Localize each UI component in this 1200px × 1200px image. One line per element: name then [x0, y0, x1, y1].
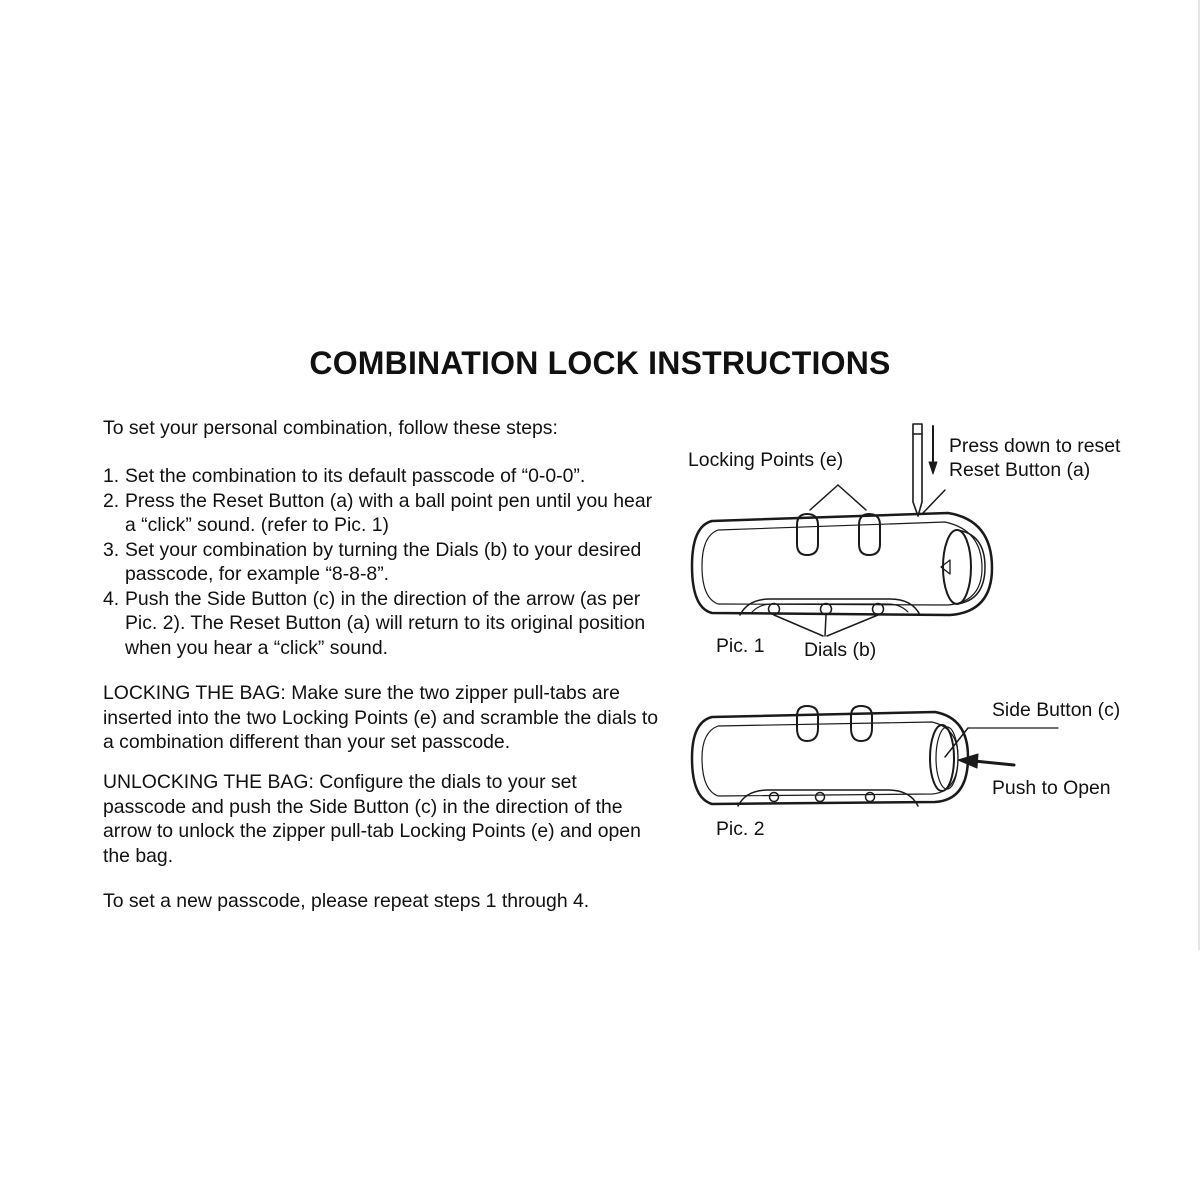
label-pic-2: Pic. 2 [716, 818, 765, 840]
lock-pic-2 [692, 706, 968, 806]
page-title: COMBINATION LOCK INSTRUCTIONS [309, 345, 891, 382]
lock-pic-1 [692, 485, 992, 636]
step-number: 2. [103, 489, 120, 512]
step-number: 4. [103, 587, 120, 610]
label-push-to-open: Push to Open [992, 777, 1111, 799]
step-text: Press the Reset Button (a) with a ball point pen until you hear a “click” sound. (refer to Pic. 1) [125, 489, 653, 536]
repeat-steps-text: To set a new passcode, please repeat steps 1 through 4. [103, 890, 590, 912]
step-item [103, 538, 663, 587]
steps-list [103, 464, 663, 660]
label-press-down: Press down to reset [949, 435, 1121, 457]
step-text: Push the Side Button (c) in the direction of the arrow (as per Pic. 2). The Reset Button (a) will return to its original position when you hear a “click” sound. [125, 587, 646, 659]
step-item [103, 489, 663, 538]
lock-diagram [640, 400, 1160, 860]
step-item [103, 587, 663, 661]
label-locking-points: Locking Points (e) [688, 449, 844, 471]
step-number: 3. [103, 538, 120, 561]
pen-icon [913, 424, 922, 516]
label-pic-1: Pic. 1 [716, 635, 765, 657]
step-number: 1. [103, 465, 120, 487]
down-arrow-icon [929, 426, 937, 474]
step-text: Set the combination to its default passcode of “0-0-0”. [125, 465, 586, 487]
unlocking-the-bag-text: UNLOCKING THE BAG: Configure the dials to your set passcode and push the Side Button (c) in the direction of the arrow to unlock the zipper pull-tab Locking Points (e) and open the bag. [103, 771, 641, 867]
label-reset-button: Reset Button (a) [949, 459, 1091, 481]
label-side-button: Side Button (c) [992, 699, 1121, 721]
label-dials: Dials (b) [804, 639, 877, 661]
intro-text: To set your personal combination, follow these steps: [103, 417, 558, 439]
step-text: Set your combination by turning the Dials (b) to your desired passcode, for example “8-8-8”. [125, 538, 642, 585]
step-item [103, 464, 663, 489]
locking-the-bag-text: LOCKING THE BAG: Make sure the two zipper pull-tabs are inserted into the two Locking Points (e) and scramble the dials to a combination different than your set passcode. [103, 682, 659, 753]
